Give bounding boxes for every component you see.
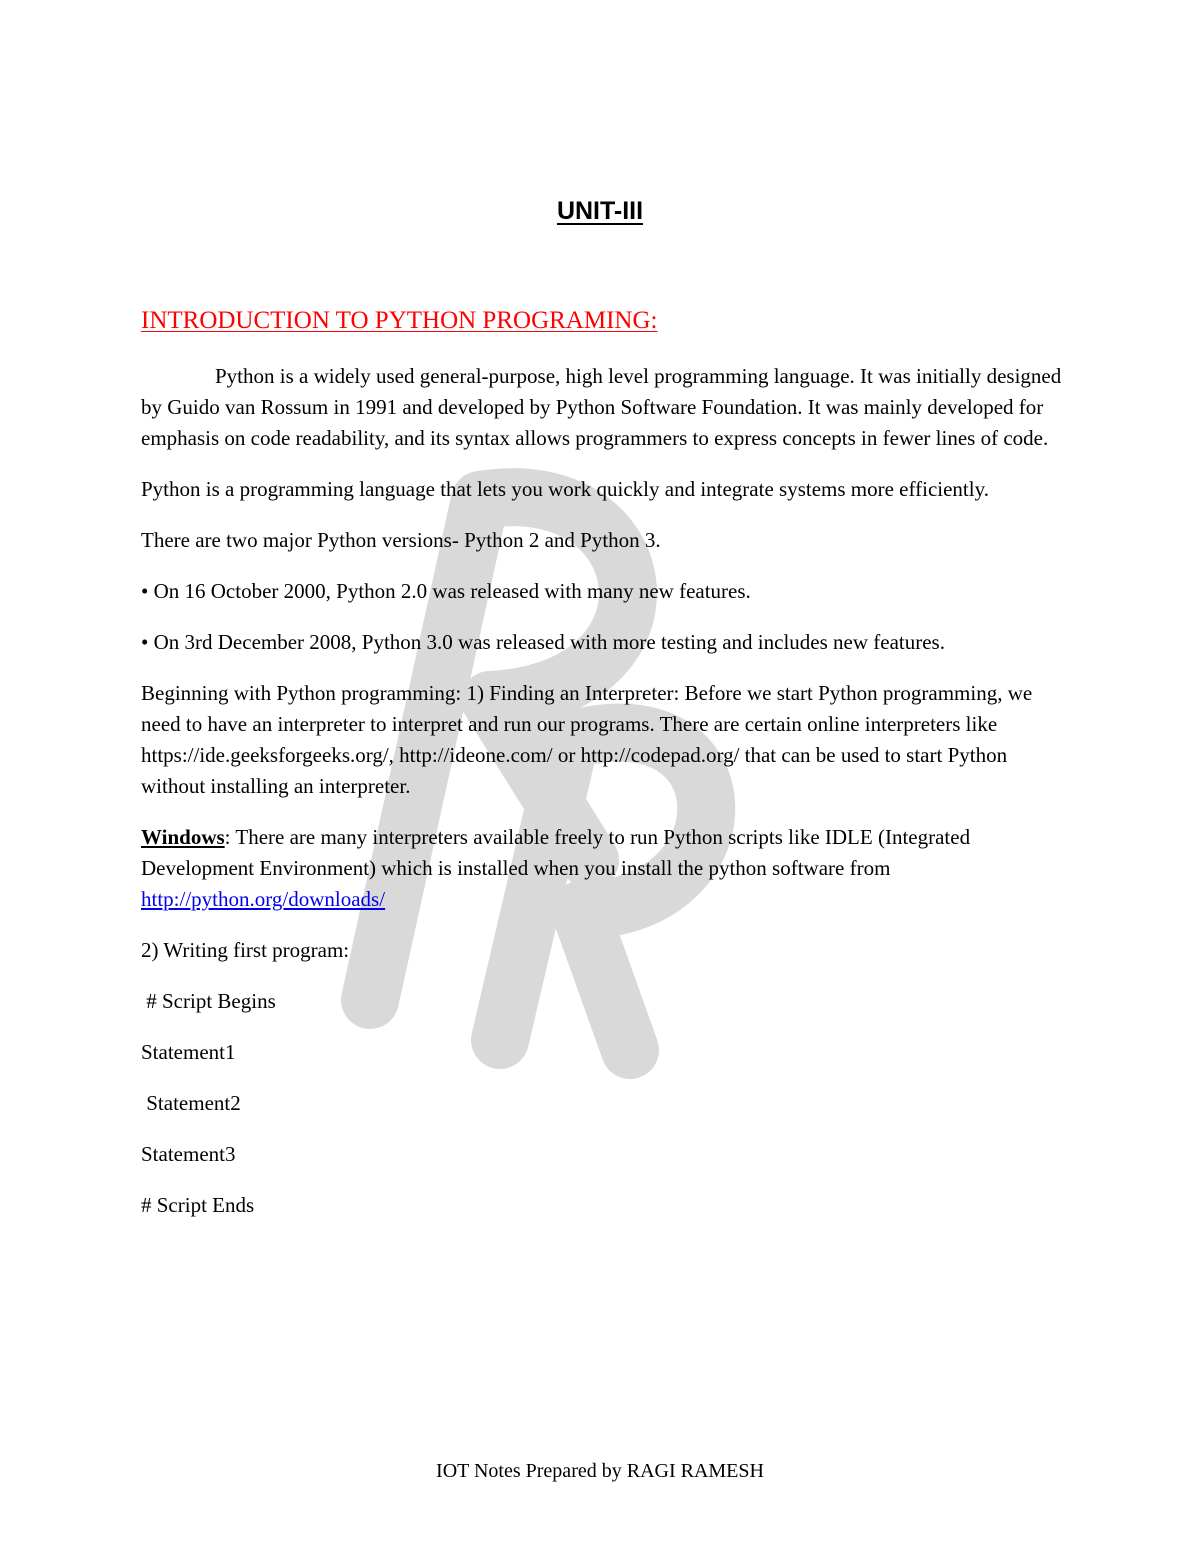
code-line: # Script Ends — [141, 1193, 255, 1217]
paragraph-first-program: 2) Writing first program: — [141, 938, 350, 962]
page-title: UNIT-III — [556, 197, 644, 225]
intro-paragraph: Python is a widely used general-purpose, high level programming language. It was initially designed by Guido van Rossum in 1991 and developed by Python Software Foundation. It was mainly developed for emphasis on code readability, and its syntax allows programmers to express concepts in fewer lines of code. — [141, 364, 1062, 450]
windows-text: : There are many interpreters available freely to run Python scripts like IDLE (Integrated Development Environment) which is installed when you install the python software from — [141, 825, 971, 880]
page-footer: IOT Notes Prepared by RAGI RAMESH — [436, 1460, 764, 1482]
code-line: Statement1 — [141, 1040, 236, 1064]
bullet-python3: • On 3rd December 2008, Python 3.0 was released with more testing and includes new features. — [141, 630, 945, 654]
code-line: # Script Begins — [141, 989, 276, 1013]
paragraph-versions: There are two major Python versions- Python 2 and Python 3. — [141, 528, 661, 552]
paragraph-quick-work: Python is a programming language that lets you work quickly and integrate systems more efficiently. — [141, 477, 989, 501]
document-body — [141, 304, 1071, 1241]
code-line: Statement2 — [141, 1091, 241, 1115]
bullet-python2: • On 16 October 2000, Python 2.0 was released with many new features. — [141, 579, 751, 603]
windows-label: Windows — [141, 825, 225, 849]
code-line: Statement3 — [141, 1142, 236, 1166]
python-downloads-link[interactable]: http://python.org/downloads/ — [141, 887, 386, 911]
paragraph-interpreter: Beginning with Python programming: 1) Finding an Interpreter: Before we start Python programming, we need to have an interpreter to interpret and run our programs. There are certain online interpreters like https://ide.geeksforgeeks.org/, http://ideone.com/ or http://codepad.org/ that can be used to start Python without installing an interpreter. — [141, 681, 1033, 798]
paragraph-windows — [141, 822, 1071, 915]
section-heading: INTRODUCTION TO PYTHON PROGRAMING: — [141, 307, 658, 334]
